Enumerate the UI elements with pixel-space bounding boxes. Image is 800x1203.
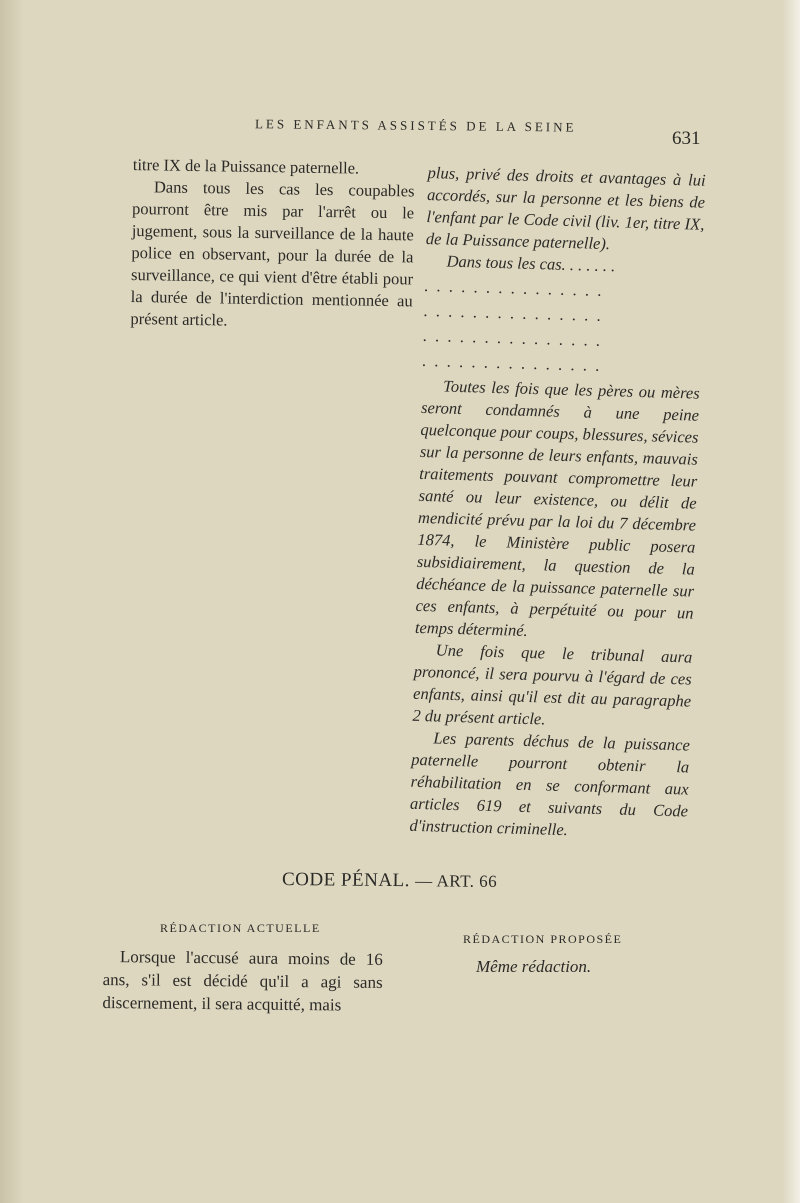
ellipsis-line: . . . . . . . . . . . . . . . <box>423 300 602 325</box>
right-paragraph-2: Dans tous les cas. . . . . . . <box>446 251 616 276</box>
right-paragraph-3: Toutes les fois que les pères ou mères seront condamnés à une peine quelconque pour coups, blessures, sévices sur la personne de leurs enfants, mauvais traitements pouvant compromettre leur santé ou leur existence, ou délit de mendicité prévu par la loi du 7 décembre 1874, le Ministère public posera subsidiairement, la question de la déchéance de la puissance paternelle sur ces enfants, à perpétuité ou pour un temps déterminé. <box>414 376 700 640</box>
page-right-edge <box>782 0 800 1203</box>
current-wording-paragraph: Lorsque l'accusé aura moins de 16 ans, s'il est décidé qu'il a agi sans discernement, il sera acquitté, mais <box>102 947 383 1015</box>
proposed-wording-heading: RÉDACTION PROPOSÉE <box>463 932 623 946</box>
proposed-wording-text: Même rédaction. <box>476 957 592 976</box>
left-first-line: titre IX de la Puissance paternelle. <box>132 154 360 178</box>
left-column <box>130 154 415 334</box>
ellipsis-line: . . . . . . . . . . . . . . . <box>424 275 603 300</box>
code-title: CODE PÉNAL. <box>281 869 411 892</box>
right-paragraph-4: Une fois que le tribunal aura prononcé, il sera pourvu à l'égard de ces enfants, ainsi qu'il est dit au paragraphe 2 du présent article. <box>412 640 693 729</box>
right-column <box>409 162 706 844</box>
ellipsis-line: . . . . . . . . . . . . . . . <box>422 350 601 375</box>
page-number: 631 <box>672 128 701 149</box>
article-number: — ART. 66 <box>415 871 498 891</box>
page-left-edge <box>0 0 24 1203</box>
running-title: LES ENFANTS ASSISTÉS DE LA SEINE <box>254 116 577 135</box>
ellipsis-line: . . . . . . . . . . . . . . . <box>422 325 601 350</box>
right-paragraph-1: plus, privé des droits et avantages à lui accordés, sur la personne et les biens de l'enfant par le Code civil (liv. 1er, titre IX, de la Puissance paternelle). <box>425 162 706 254</box>
current-wording-heading: RÉDACTION ACTUELLE <box>160 921 321 935</box>
right-paragraph-5: Les parents déchus de la puissance paternelle pourront obtenir la réhabilitation en se conformant aux articles 619 et suivants du Code d'instruction criminelle. <box>409 728 691 840</box>
current-wording-text <box>102 945 383 1017</box>
left-paragraph: Dans tous les cas les coupables pourront être mis par l'arrêt ou le jugement, sous la surveillance de la haute police en observant, pour la durée de la surveillance, ce qui vient d'être établi pour la durée de l'interdiction mentionnée au présent article. <box>130 177 415 330</box>
section-title <box>282 869 497 893</box>
